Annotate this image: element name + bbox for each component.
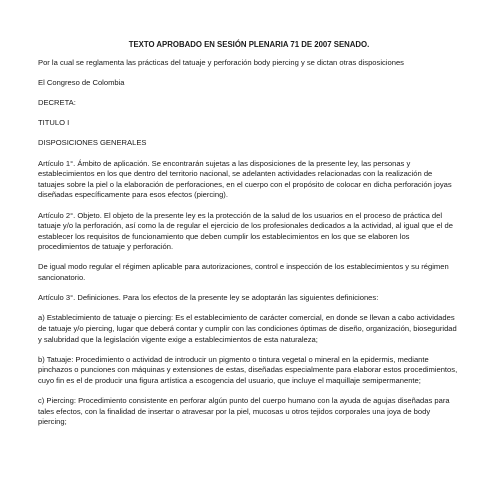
document-title: TEXTO APROBADO EN SESIÓN PLENARIA 71 DE 2007 SENADO. xyxy=(128,40,370,49)
paragraph-article-2: Artículo 2°. Objeto. El objeto de la presente ley es la protección de la salud de los usuarios en el proceso de práctica del tatuaje y/o la perforación, así como la de regular el ejercicio de los profesionales dedicados a la actividad, al igual que el de establecer los requisitos de funcionamiento que deben cumplir los establecimientos en los que se elaboren los procedimientos de tatuaje y perforación. xyxy=(38,210,453,252)
paragraph-article-3: Artículo 3°. Definiciones. Para los efectos de la presente ley se adoptarán las siguientes definiciones: xyxy=(38,293,379,303)
paragraph-general-provisions: DISPOSICIONES GENERALES xyxy=(38,138,147,148)
paragraph-preamble: Por la cual se reglamenta las prácticas del tatuaje y perforación body piercing y se dictan otras disposiciones xyxy=(38,57,404,67)
paragraph-article-1: Artículo 1°. Ámbito de aplicación. Se encontrarán sujetas a las disposiciones de la presente ley, las personas y establecimientos en los que dentro del territorio nacional, se adelanten actividades relacionadas con la realización de tatuajes sobre la piel o la elaboración de perforaciones, en el cuerpo con el propósito de colocar en dicha perforación joyas diseñadas específicamente para esos efectos (piercing). xyxy=(38,158,452,200)
paragraph-definition-c: c) Piercing: Procedimiento consistente en perforar algún punto del cuerpo humano con la ayuda de agujas diseñadas para tales efectos, con la finalidad de insertar o atravesar por la piel, mucosas u otros tejidos corporales una joya de body piercing; xyxy=(38,396,450,427)
paragraph-congress: El Congreso de Colombia xyxy=(38,77,125,87)
paragraph-decreta: DECRETA: xyxy=(38,97,76,107)
paragraph-definition-a: a) Establecimiento de tatuaje o piercing: Es el establecimiento de carácter comercial, en donde se llevan a cabo actividades de tatuaje y/o piercing, lugar que deberá contar y cumplir con las condiciones óptimas de diseño, organización, bioseguridad y salubridad que la legislación vigente exige a establecimientos de esta naturaleza; xyxy=(38,313,457,344)
paragraph-article-2-cont: De igual modo regular el régimen aplicable para autorizaciones, control e inspección de los establecimientos y su régimen sancionatorio. xyxy=(38,262,449,283)
document-body xyxy=(38,40,460,438)
paragraph-title-heading: TITULO I xyxy=(38,118,70,128)
paragraph-definition-b: b) Tatuaje: Procedimiento o actividad de introducir un pigmento o tintura vegetal o mineral en la epidermis, mediante pinchazos o punciones con máquinas y extensiones de estas, diseñadas especialmente para elaborar estos procedimientos, cuyo fin es el de producir una figura artística a escogencia del usuario, que incluye el maquillaje semipermanente; xyxy=(38,354,458,385)
